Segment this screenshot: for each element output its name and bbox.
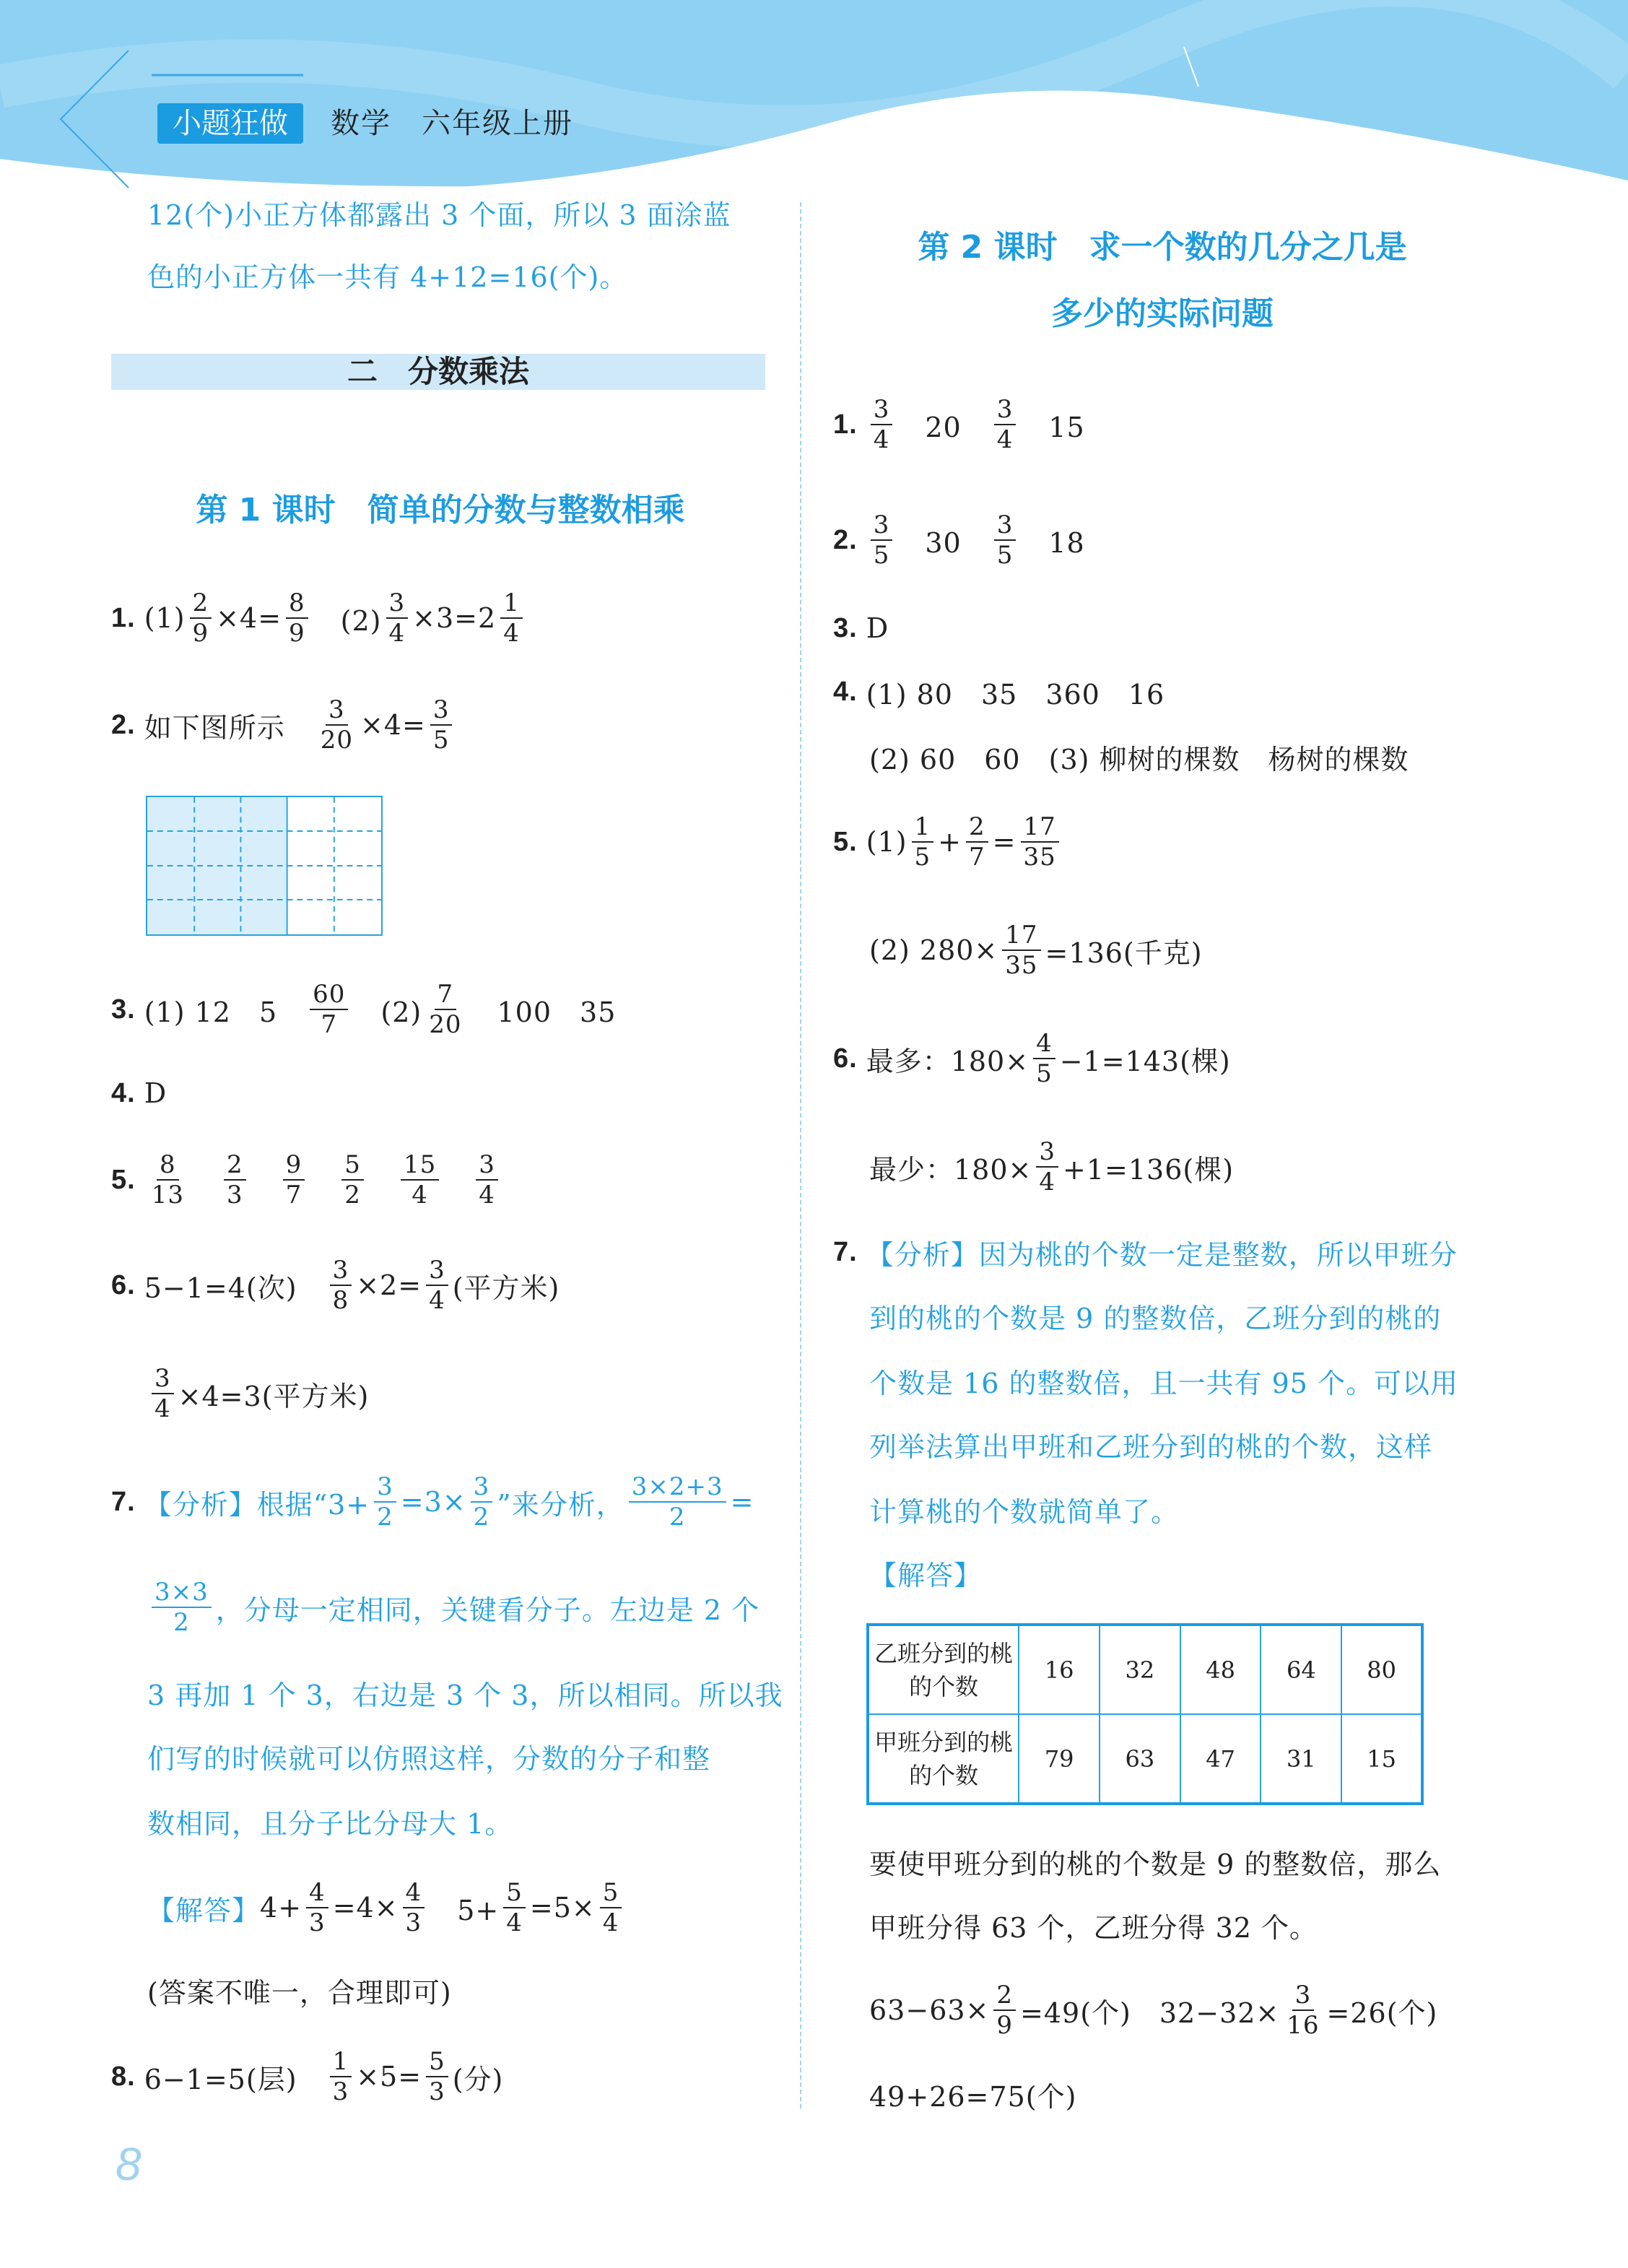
answer-text: 20 [897,411,990,443]
answer-text: =5× [529,1892,596,1924]
answer-text: 到的桃的个数是 9 的整数倍，乙班分到的桃的 [869,1302,1442,1334]
answer-text: (2) 60 60 (3) 柳树的棵数 杨树的棵数 [869,743,1409,775]
row-header: 乙班分到的桃的个数 [868,1625,1019,1714]
page-number: 8 [116,2138,142,2190]
denominator: 8 [332,1286,349,1315]
answer-line [147,1656,783,1729]
denominator: 4 [996,425,1014,454]
denominator: 16 [1287,2011,1320,2040]
answer-text: −1=143(棵) [1059,1045,1231,1077]
denominator: 3 [405,1908,422,1937]
answer-text [443,1160,471,1200]
answer-text: ×4=3(平方米) [178,1380,370,1412]
numerator: 3 [1036,1137,1058,1168]
question-number: 1. [111,602,136,633]
analysis-text: 【分析】因为桃的个数一定是整数，所以甲班分 [866,1238,1458,1271]
answer-text: +1=136(棵) [1063,1153,1235,1186]
denominator: 4 [602,1908,619,1937]
denominator: 7 [285,1181,302,1209]
denominator: 5 [1036,1059,1053,1088]
fraction [286,588,308,648]
answer-text: 18 [1020,526,1085,559]
denominator: 7 [321,1010,338,1039]
numerator: 3 [476,1150,498,1181]
numerator: 17 [1002,921,1040,951]
answer-text: D [144,1077,167,1109]
answer-text: + [938,826,962,858]
answer-line [833,592,889,664]
answer-text [251,1160,279,1200]
answer-text: 4+ [260,1892,302,1924]
question-number: 5. [833,826,858,857]
table-cell: 79 [1019,1714,1100,1804]
answer-text [368,1160,396,1200]
denominator: 4 [479,1181,495,1209]
answer-line [869,914,1203,986]
answer-text [309,1160,337,1200]
answer-text: (分) [452,2063,504,2095]
numerator: 4 [306,1878,328,1908]
answer-line [147,238,627,310]
answer-line [111,689,456,761]
denominator: 3 [429,2077,445,2106]
answer-text: 列举法算出甲班和乙班分到的桃的个数，这样 [869,1430,1433,1463]
table-cell: 47 [1180,1714,1261,1804]
answer-line [869,1825,1441,1898]
answer-text: 6−1=5(层) [144,2063,326,2095]
numerator: 2 [966,812,988,843]
fraction [600,1878,622,1937]
fraction [374,1472,396,1531]
answer-text: (平方米) [452,1272,560,1304]
answer-text: = [992,826,1017,858]
numerator: 60 [310,980,348,1010]
denominator: 2 [173,1608,190,1637]
answer-text: (2) 280× [869,934,998,966]
table-cell: 16 [1019,1625,1100,1714]
numerator: 4 [403,1878,425,1908]
answer-text: 个数是 16 的整数倍，且一共有 95 个。可以用 [869,1367,1459,1399]
numerator: 5 [341,1150,364,1181]
fraction [386,588,409,648]
answer-line [147,1357,369,1430]
fraction [871,395,893,454]
numerator: 3 [374,1472,396,1503]
answer-line [869,1974,1437,2046]
fraction [1002,921,1040,980]
answer-text [191,1160,219,1200]
answer-text: 计算桃的个数就简单了。 [869,1495,1180,1528]
numerator: 3 [994,395,1017,425]
numerator: 3 [326,695,348,726]
fraction [1021,812,1059,872]
numerator: 3 [430,695,453,726]
fraction [1036,1137,1058,1196]
numerator: 4 [1033,1029,1055,1059]
question-number: 3. [111,994,136,1025]
question-number: 7. [833,1236,858,1267]
denominator: 3 [332,2077,349,2106]
answer-text: (1) 80 35 360 16 [866,678,1165,711]
question-number: 6. [833,1043,858,1074]
answer-text: ×2= [356,1269,422,1301]
fraction [993,1981,1016,2040]
answer-line [111,973,616,1046]
answer-text: (1) [866,826,907,858]
answer-text: ×4= [216,602,282,634]
answer-line [869,1408,1432,1480]
answer-text: 5−1=4(次) [144,1272,326,1304]
table-cell: 64 [1261,1625,1341,1714]
denominator: 4 [873,425,890,454]
answer-line [111,2041,503,2113]
fraction [966,812,988,872]
answer-text: ×3=2 [412,602,497,634]
answer-text: 15 [1020,411,1085,443]
answer-line [869,1473,1179,1545]
denominator: 7 [969,843,985,872]
answer-text: 甲班分得 63 个，乙班分得 32 个。 [869,1911,1318,1944]
denominator: 9 [192,619,209,648]
fraction [503,1878,526,1937]
peach-count-table [866,1623,1424,1805]
column-divider [800,202,801,2108]
question-number: 3. [833,612,858,643]
lesson-2-title-cont: 多少的实际问题 [1051,295,1274,332]
denominator: 20 [429,1010,462,1039]
table-cell: 15 [1341,1714,1422,1804]
numerator: 3 [1292,1981,1315,2011]
answer-text: 最多：180× [866,1045,1030,1077]
question-number: 2. [833,524,858,555]
numerator: 1 [500,588,523,619]
answer-line [869,1279,1441,1352]
denominator: 35 [1023,843,1056,872]
fraction [994,395,1017,454]
answer-text: 最少：180× [869,1153,1032,1186]
table-row [868,1714,1422,1804]
denominator: 35 [1005,951,1038,980]
answer-line [147,1720,710,1792]
answer-line [147,1954,452,2026]
answer-text: (答案不唯一，合理即可) [147,1976,452,2009]
numerator: 5 [600,1878,622,1908]
denominator: 2 [669,1503,686,1531]
numerator: 3 [871,395,893,425]
denominator: 5 [432,726,450,755]
fraction [341,1150,364,1209]
analysis-text: = [730,1486,754,1518]
fraction [310,980,348,1039]
section-heading: 二 分数乘法 [111,354,765,390]
answer-line [869,1537,982,1609]
numerator: 2 [190,588,212,619]
answer-text: 30 [897,526,990,559]
answer-line [111,1466,754,1538]
numerator: 1 [330,2047,352,2077]
question-number: 6. [111,1269,136,1300]
fraction [224,1150,246,1209]
analysis-text: ”来分析， [497,1488,624,1521]
answer-text: =136(千克) [1045,937,1203,969]
fraction [426,980,464,1039]
answer-text: 要使甲班分到的桃的个数是 9 的整数倍，那么 [869,1848,1442,1880]
question-number: 2. [111,709,136,740]
answer-line [869,721,1409,793]
answer-text: ×5= [356,2061,422,2093]
fraction [403,1878,425,1937]
answer-line [833,504,1085,576]
fraction [283,1150,305,1209]
answer-line [111,582,527,654]
numerator: 7 [435,980,457,1010]
fraction [401,1150,439,1209]
fraction [476,1150,498,1209]
fraction [471,1472,493,1531]
answer-line [147,176,731,248]
numerator: 3 [330,1256,352,1286]
answer-text: (1) [144,602,186,634]
fraction [1284,1981,1322,2040]
question-number: 4. [111,1077,136,1108]
numerator: 3×2+3 [629,1472,726,1503]
answer-text: (1) 12 5 [144,996,306,1028]
answer-text: 12(个)小正方体都露出 3 个面，所以 3 面涂蓝 [147,199,731,231]
answer-line [111,1249,560,1321]
denominator: 9 [289,619,305,648]
series-badge: 小题狂做 [157,103,303,144]
answer-text: 数相同，且分子比分母大 1。 [147,1807,513,1840]
numerator: 3 [386,588,409,619]
table-cell: 80 [1341,1625,1422,1714]
fraction [152,1578,212,1637]
denominator: 9 [996,2011,1014,2040]
answer-line [869,2058,1076,2130]
fraction [190,588,212,648]
answer-line [833,806,1063,878]
analysis-text: 【分析】根据“3+ [144,1488,370,1521]
fraction [318,695,356,755]
numerator: 17 [1021,812,1059,843]
lesson-1-title: 第 1 课时 简单的分数与整数相乘 [196,492,685,529]
lesson-2-title: 第 2 课时 求一个数的几分之几是 [918,229,1407,266]
fraction [871,510,893,570]
denominator: 2 [473,1503,490,1531]
answer-text: =4× [332,1892,399,1924]
numerator: 5 [426,2047,448,2077]
fraction-grid-figure [146,796,383,936]
answer-line [111,1057,167,1129]
fraction [306,1878,328,1937]
numerator: 3 [871,510,893,541]
denominator: 4 [412,1181,428,1209]
fraction [629,1472,726,1531]
answer-text: =26(个) [1326,1997,1438,2029]
fraction [994,510,1017,570]
answer-line [869,1889,1318,1961]
answer-text: 【解答】 [869,1559,983,1591]
fraction [430,695,453,755]
denominator: 5 [873,541,890,570]
fraction [426,2047,448,2106]
table-cell: 48 [1180,1625,1261,1714]
answer-line [833,1216,1458,1288]
numerator: 5 [503,1878,526,1908]
numerator: 1 [912,812,934,843]
answer-text: 100 35 [469,996,617,1028]
answer-text: 5+ [429,1894,500,1926]
answer-text: ×4= [360,709,426,741]
numerator: 8 [157,1150,179,1181]
denominator: 3 [309,1908,326,1937]
fraction [330,1256,352,1315]
fraction [912,812,934,872]
numerator: 3 [426,1256,448,1286]
numerator: 3 [152,1364,174,1394]
analysis-text: =3× [400,1486,466,1518]
analysis-text: 【解答】 [147,1894,261,1926]
fraction [149,1150,187,1209]
question-number: 1. [833,409,858,440]
numerator: 3 [471,1472,493,1503]
denominator: 2 [377,1503,393,1531]
denominator: 13 [151,1181,184,1209]
numerator: 15 [401,1150,439,1181]
row-header: 甲班分到的桃的个数 [868,1714,1019,1804]
answer-text: 3 再加 1 个 3，右边是 3 个 3，所以相同。所以我 [147,1679,783,1711]
table-cell: 32 [1100,1625,1180,1714]
answer-text: 49+26=75(个) [869,2080,1077,2113]
denominator: 20 [320,726,353,755]
denominator: 5 [996,541,1014,570]
answer-text: (2) [312,604,382,637]
fraction [500,588,523,648]
numerator: 3 [994,510,1017,541]
question-number: 5. [111,1164,136,1195]
question-number: 8. [111,2061,136,2092]
numerator: 3×3 [152,1578,212,1608]
denominator: 4 [506,1908,523,1937]
table-cell: 63 [1100,1714,1180,1804]
fraction [152,1364,174,1423]
answer-text: (2) [352,996,422,1028]
answer-text: 们写的时候就可以仿照这样，分数的分子和整 [147,1742,711,1775]
answer-line [111,1144,502,1216]
denominator: 4 [388,619,406,648]
answer-line [833,1022,1231,1095]
denominator: 4 [1039,1168,1056,1196]
answer-text: D [866,612,889,644]
answer-text: =49(个) 32−32× [1020,1997,1280,2029]
question-number: 7. [111,1486,136,1517]
answer-line [833,656,1165,728]
fraction [330,2047,352,2106]
answer-line [833,388,1085,461]
answer-line [147,1785,513,1857]
answer-text: 色的小正方体一共有 4+12=16(个)。 [147,261,628,293]
numerator: 8 [286,588,308,619]
answer-line [869,1131,1234,1203]
book-subject: 数学 六年级上册 [331,107,573,140]
denominator: 4 [429,1286,445,1315]
answer-text: ，分母一定相同，关键看分子。左边是 2 个 [215,1594,760,1626]
numerator: 2 [993,1981,1016,2011]
denominator: 2 [344,1181,361,1209]
table-cell: 31 [1261,1714,1341,1804]
question-number: 4. [833,676,858,707]
answer-line [869,1344,1458,1417]
answer-text: 如下图所示 [144,711,313,744]
fraction [426,1256,448,1315]
answer-text: 63−63× [869,1994,990,2026]
denominator: 3 [226,1181,243,1209]
fraction [1033,1029,1055,1088]
numerator: 9 [283,1150,305,1181]
answer-line [147,1571,759,1643]
numerator: 2 [224,1150,246,1181]
table-row [868,1625,1422,1714]
answer-line [147,1872,626,1944]
denominator: 4 [503,619,520,648]
denominator: 5 [914,843,931,872]
denominator: 4 [154,1394,171,1423]
